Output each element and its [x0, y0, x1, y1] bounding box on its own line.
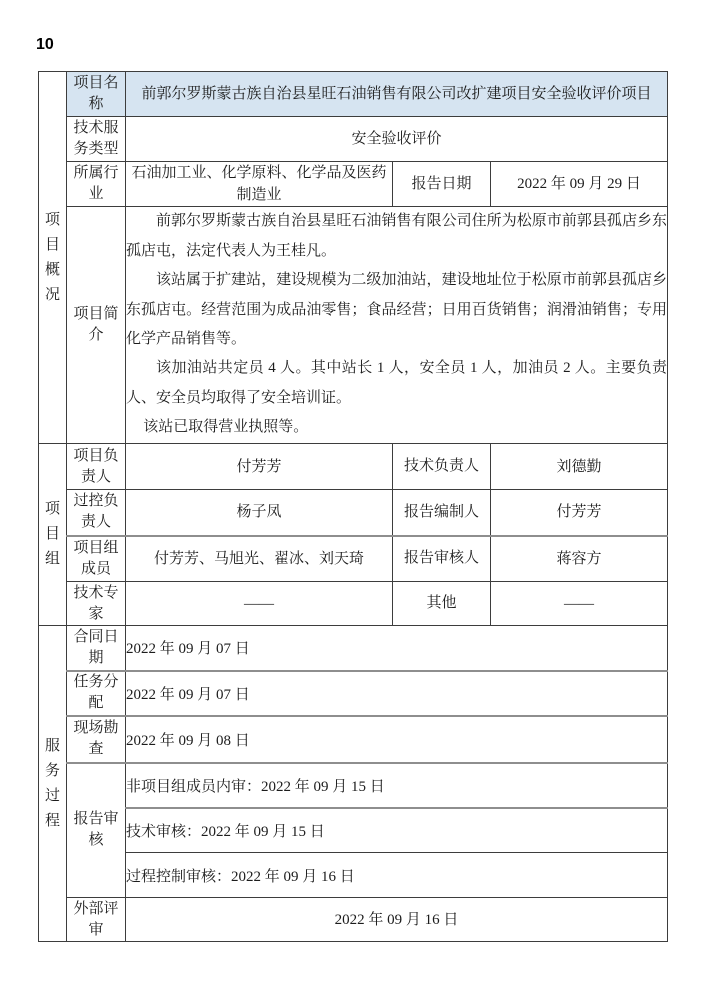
- row-service-type: [39, 117, 668, 162]
- team-members-label: 项目组成员: [67, 536, 126, 582]
- row-process-control-leader: [39, 490, 668, 536]
- report-compiler-value: 付芳芳: [491, 490, 668, 536]
- team-members-value: 付芳芳、马旭光、翟冰、刘天琦: [126, 536, 393, 582]
- brief-paragraph: 前郭尔罗斯蒙古族自治县星旺石油销售有限公司住所为松原市前郭县孤店乡东孤店屯，法定代表人为王桂凡。: [126, 213, 668, 259]
- project-leader-value: 付芳芳: [126, 444, 393, 490]
- row-site-survey: [39, 716, 668, 763]
- external-review-value: 2022 年 09 月 16 日: [126, 898, 668, 942]
- project-name-label: 项目名称: [67, 72, 126, 117]
- project-leader-label: 项目负责人: [67, 444, 126, 490]
- page-number: 10: [36, 36, 54, 53]
- review-item-process-control: 过程控制审核：2022 年 09 月 16 日: [126, 853, 668, 898]
- row-report-review: [39, 763, 668, 808]
- process-control-leader-value: 杨子凤: [126, 490, 393, 536]
- external-review-label: 外部评审: [67, 898, 126, 942]
- row-project-brief: [39, 207, 668, 444]
- report-review-label: 报告审核: [67, 763, 126, 898]
- brief-paragraph: 该加油站共定员 4 人。其中站长 1 人，安全员 1 人，加油员 2 人。主要负责人、安全员均取得了安全培训证。: [126, 360, 668, 406]
- task-assignment-label: 任务分配: [67, 671, 126, 716]
- tech-expert-value: ——: [126, 582, 393, 626]
- service-type-value: 安全验收评价: [126, 117, 668, 162]
- report-reviewer-value: 蒋容方: [491, 536, 668, 582]
- row-external-review: [39, 898, 668, 942]
- contract-date-value: 2022 年 09 月 07 日: [126, 626, 668, 671]
- report-date-value: 2022 年 09 月 29 日: [491, 162, 668, 207]
- report-reviewer-label: 报告审核人: [393, 536, 491, 582]
- site-survey-label: 现场勘查: [67, 716, 126, 763]
- row-industry: [39, 162, 668, 207]
- industry-value: 石油加工业、化学原料、化学品及医药制造业: [126, 162, 393, 207]
- project-name-value: 前郭尔罗斯蒙古族自治县星旺石油销售有限公司改扩建项目安全验收评价项目: [126, 72, 668, 117]
- brief-paragraph: 该站属于扩建站，建设规模为二级加油站，建设地址位于松原市前郭县孤店乡东孤店屯。经营范围为成品油零售；食品经营；日用百货销售；润滑油销售；专用化学产品销售等。: [126, 272, 668, 347]
- row-project-leader: [39, 444, 668, 490]
- process-control-leader-label: 过控负责人: [67, 490, 126, 536]
- service-type-label: 技术服务类型: [67, 117, 126, 162]
- section-label-service-process: 服务过程: [39, 626, 67, 942]
- industry-label: 所属行业: [67, 162, 126, 207]
- section-label-project-overview: 项目概况: [39, 72, 67, 444]
- tech-leader-label: 技术负责人: [393, 444, 491, 490]
- row-project-name: [39, 72, 668, 117]
- row-contract-date: [39, 626, 668, 671]
- section-label-project-team: 项目组: [39, 444, 67, 626]
- brief-paragraph: 该站已取得营业执照等。: [143, 419, 309, 436]
- report-compiler-label: 报告编制人: [393, 490, 491, 536]
- project-brief-content: [126, 207, 668, 444]
- row-team-members: [39, 536, 668, 582]
- row-task-assignment: [39, 671, 668, 716]
- site-survey-value: 2022 年 09 月 08 日: [126, 716, 668, 763]
- contract-date-label: 合同日期: [67, 626, 126, 671]
- row-review-process-control: [39, 853, 668, 898]
- row-tech-expert: [39, 582, 668, 626]
- other-label: 其他: [393, 582, 491, 626]
- row-review-technical: [39, 808, 668, 853]
- other-value: ——: [491, 582, 668, 626]
- tech-expert-label: 技术专家: [67, 582, 126, 626]
- review-item-technical: 技术审核：2022 年 09 月 15 日: [126, 808, 668, 853]
- task-assignment-value: 2022 年 09 月 07 日: [126, 671, 668, 716]
- tech-leader-value: 刘德勤: [491, 444, 668, 490]
- review-item-internal: 非项目组成员内审：2022 年 09 月 15 日: [126, 763, 668, 808]
- report-date-label: 报告日期: [393, 162, 491, 207]
- project-brief-label: 项目简介: [67, 207, 126, 444]
- project-info-table: [38, 71, 668, 942]
